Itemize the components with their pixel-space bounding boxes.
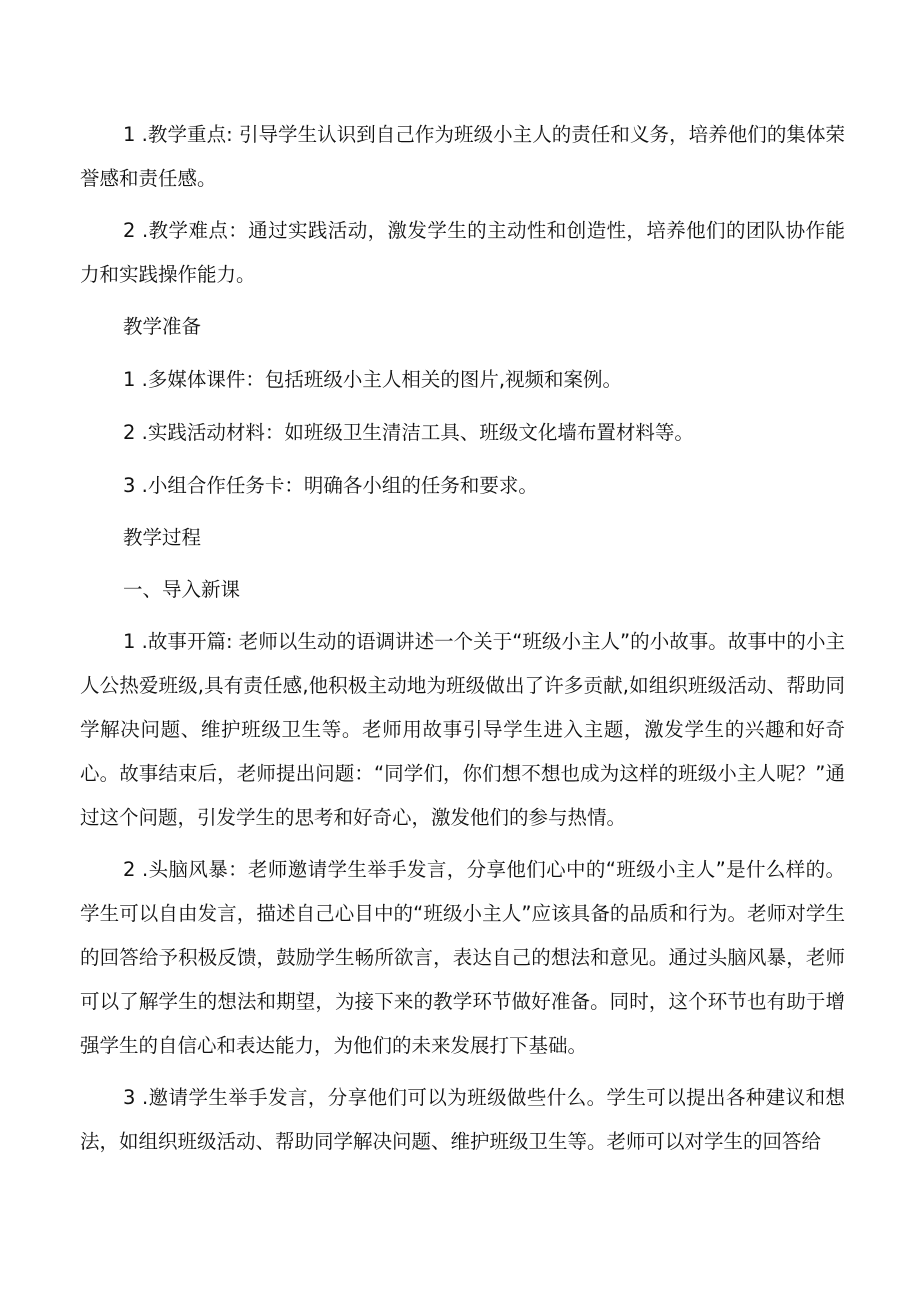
document-page (80, 113, 845, 1164)
item-text: .故事开篇: 老师以生动的语调讲述一个关于“班级小主人”的小故事。故事中的小主人公热爱班级,具有责任感,他积极主动地为班级做出了许多贡献,如组织班级活动、帮助同学解决问题、维护班级卫生等。老师用故事引导学生进入主题，激发学生的兴趣和好奇心。故事结束后，老师提出问题：“同学们，你们想不想也成为这样的班级小主人呢？”通过这个问题，引发学生的思考和好奇心，激发他们的参与热情。 (80, 630, 845, 829)
item-text: .教学难点：通过实践活动，激发学生的主动性和创造性，培养他们的团队协作能力和实践操作能力。 (80, 219, 845, 286)
process-item-2 (80, 848, 845, 1068)
item-text: .邀请学生举手发言，分享他们可以为班级做些什么。学生可以提出各种建议和想法，如组织班级活动、帮助同学解决问题、维护班级卫生等。老师可以对学生的回答给 (80, 1086, 845, 1153)
section-title-intro: 一、导入新课 (123, 578, 241, 601)
item-number: 2 (123, 421, 136, 444)
preparation-item-1 (80, 358, 845, 402)
item-number: 1 (123, 123, 136, 146)
teaching-focus-paragraph (80, 113, 845, 201)
item-number: 2 (123, 219, 136, 242)
process-item-3 (80, 1076, 845, 1164)
item-number: 1 (123, 630, 136, 653)
teaching-difficulty-paragraph (80, 209, 845, 297)
preparation-item-3 (80, 464, 845, 508)
item-number: 3 (123, 474, 136, 497)
item-number: 3 (123, 1086, 136, 1109)
item-text: .多媒体课件：包括班级小主人相关的图片,视频和案例。 (141, 368, 623, 391)
preparation-heading: 教学准备 (123, 315, 202, 338)
item-text: .头脑风暴：老师邀请学生举手发言，分享他们心中的“班级小主人”是什么样的。学生可以自由发言，描述自己心目中的“班级小主人”应该具备的品质和行为。老师对学生的回答给予积极反馈，鼓励学生畅所欲言，表达自己的想法和意见。通过头脑风暴，老师可以了解学生的想法和期望，为接下来的教学环节做好准备。同时，这个环节也有助于增强学生的自信心和表达能力，为他们的未来发展打下基础。 (80, 858, 845, 1057)
item-number: 1 (123, 368, 136, 391)
process-item-1 (80, 620, 845, 840)
item-text: .小组合作任务卡：明确各小组的任务和要求。 (141, 474, 538, 497)
item-text: .实践活动材料：如班级卫生清洁工具、班级文化墙布置材料等。 (141, 421, 694, 444)
item-text: .教学重点: 引导学生认识到自己作为班级小主人的责任和义务，培养他们的集体荣誉感和责任感。 (80, 123, 845, 190)
preparation-item-2 (80, 411, 845, 455)
process-heading: 教学过程 (123, 526, 202, 549)
item-number: 2 (123, 858, 136, 881)
